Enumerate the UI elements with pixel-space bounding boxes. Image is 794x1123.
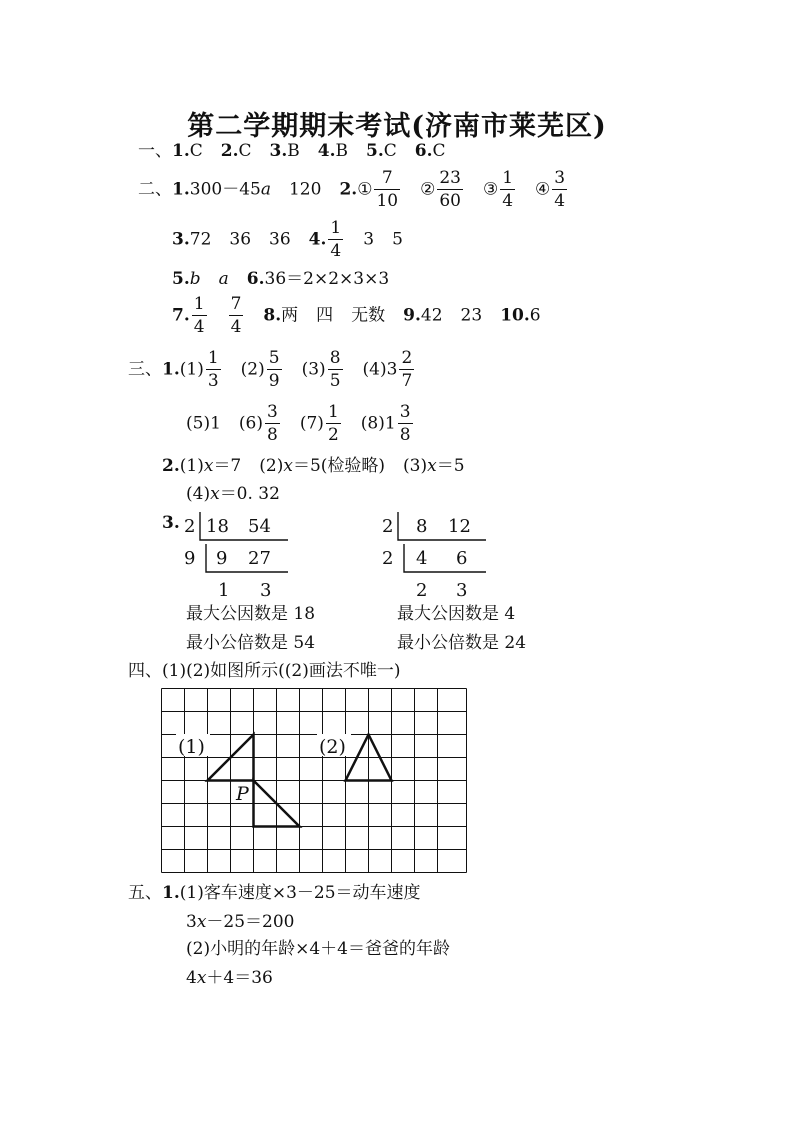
right-lcm: 最小公倍数是 24 [397, 633, 527, 653]
grid-figure [161, 688, 467, 876]
left-result-2: 3 [260, 580, 272, 600]
section-5-line-4: 4x＋4＝36 [186, 968, 273, 988]
fraction: $\frac{8}{5}$ [329, 348, 341, 391]
right-number-4: 6 [456, 548, 468, 569]
division-bracket [398, 512, 486, 540]
right-result-2: 3 [456, 580, 468, 600]
fraction: $\frac{3}{8}$ [267, 402, 278, 445]
fraction: $\frac{3}{8}$ [399, 402, 411, 445]
section-1: 一、1.C 2.C 3.B 4.B 5.C 6.C [138, 141, 446, 161]
fraction: $\frac{3}{4}$ [554, 168, 566, 211]
section-2-line-3: 5.b a 6.36＝2×2×3×3 [172, 269, 390, 289]
right-gcd: 最大公因数是 4 [397, 604, 516, 624]
fraction: $\frac{1}{2}$ [327, 402, 339, 445]
point-p-label: P [236, 783, 249, 805]
fraction: $\frac{1}{4}$ [330, 218, 342, 261]
left-number-4: 27 [248, 548, 271, 569]
section-2-line-4: 7. $\frac{1}{4}$ $\frac{7}{4}$ 8.两 四 无数 9.42 23 10.6 [172, 294, 541, 337]
section-3-q2-line-1: 2.(1)x＝7 (2)x＝5(检验略) (3)x＝5 [162, 456, 465, 476]
section-5-line-2: 3x－25＝200 [186, 912, 295, 932]
right-divisor-2: 2 [382, 548, 394, 569]
figure-label-1: (1) [178, 736, 205, 758]
fraction: $\frac{7}{10}$ [376, 168, 399, 211]
fraction: $\frac{1}{4}$ [193, 294, 205, 337]
section-3-line-2: (5)1 (6) $\frac{3}{8}$ (7) $\frac{1}{2}$ (8)1 $\frac{3}{8}$ [186, 402, 411, 445]
fraction: $\frac{23}{60}$ [439, 168, 461, 211]
left-divisor-2: 9 [184, 548, 196, 569]
section-3-q2-line-2: (4)x＝0. 32 [186, 484, 280, 504]
figure-label-2: (2) [319, 736, 346, 758]
fraction: $\frac{5}{9}$ [268, 348, 280, 391]
right-number-3: 4 [416, 548, 428, 569]
section-2-line-2: 3.72 36 36 4. $\frac{1}{4}$ 3 5 [172, 218, 403, 261]
fraction: $\frac{2}{7}$ [401, 348, 413, 391]
right-result-1: 2 [416, 580, 428, 600]
right-number-1: 8 [416, 516, 428, 537]
left-lcm: 最小公倍数是 54 [186, 633, 316, 653]
page-title: 第二学期期末考试(济南市莱芜区) [187, 111, 607, 142]
left-number-2: 54 [248, 516, 271, 537]
section-3-line-1: 三、1.(1) $\frac{1}{3}$ (2) $\frac{5}{9}$ (3) $\frac{8}{5}$ (4)3 $\frac{2}{7}$ [128, 348, 413, 391]
right-divisor-1: 2 [382, 516, 394, 537]
section-4-text: 四、(1)(2)如图所示((2)画法不唯一) [128, 661, 401, 681]
fraction: $\frac{1}{4}$ [502, 168, 514, 211]
left-number-1: 18 [206, 516, 229, 537]
section-5-line-3: (2)小明的年龄×4＋4＝爸爸的年龄 [186, 939, 450, 959]
short-division-diagram [176, 508, 516, 600]
left-divisor-1: 2 [184, 516, 196, 537]
section-5-line-1: 五、1.(1)客车速度×3－25＝动车速度 [128, 883, 421, 903]
fraction: $\frac{1}{3}$ [207, 348, 219, 391]
section-2-line-1: 二、1.300－45a 120 2.① $\frac{7}{10}$ ② $\frac{23}{60}$ ③ $\frac{1}{4}$ ④ $\frac{3}{4}$ [138, 168, 566, 211]
left-result-1: 1 [218, 580, 230, 600]
right-number-2: 12 [448, 516, 471, 537]
left-number-3: 9 [216, 548, 228, 569]
section-3-q3-number: 3. [162, 513, 180, 533]
fraction: $\frac{7}{4}$ [230, 294, 242, 337]
left-gcd: 最大公因数是 18 [186, 604, 316, 624]
